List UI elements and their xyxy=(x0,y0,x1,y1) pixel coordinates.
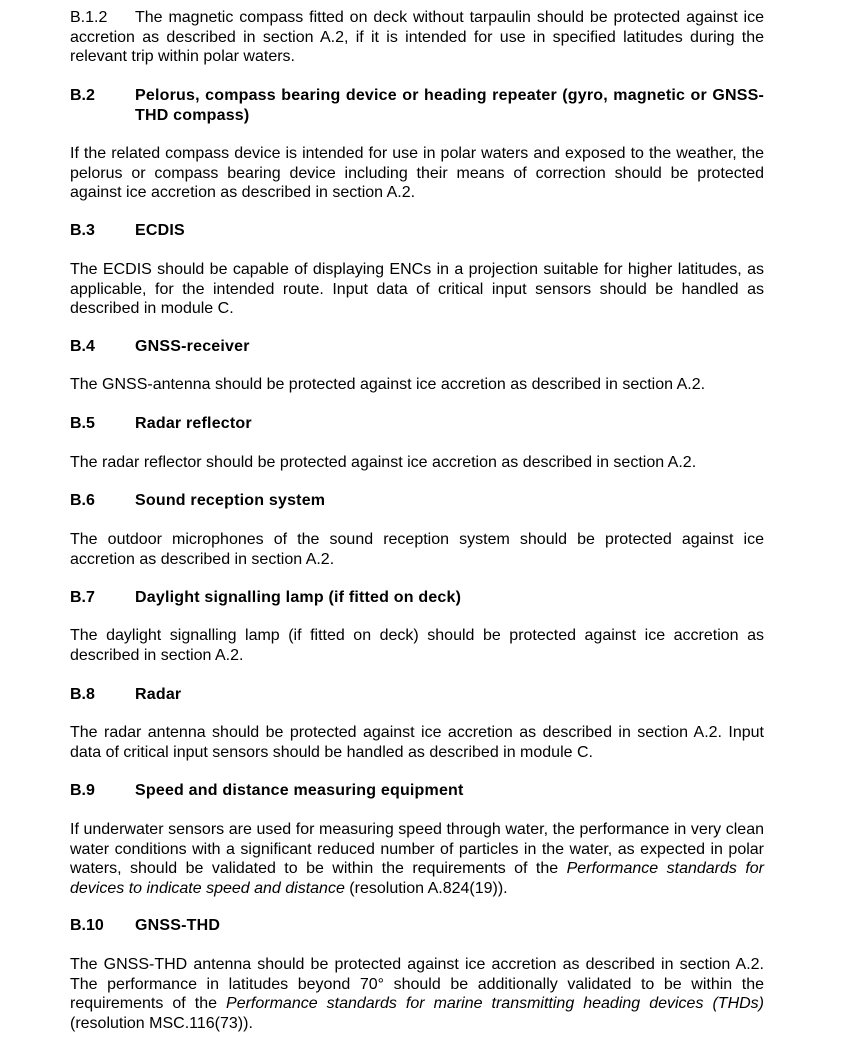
section-text-part: If underwater sensors are used for measuring speed through water, the performance in very clean water conditions with a significant reduced number of particles in the water, as expected in polar waters, should be validated to be within the requirements of the xyxy=(70,821,764,877)
section-body-b-7 xyxy=(70,626,764,665)
section-body-b-9 xyxy=(70,820,764,898)
section-number: B.10 xyxy=(70,917,104,934)
paragraph-number: B.1.2 xyxy=(70,9,108,26)
standard-title: Performance standards for devices to indicate speed and distance xyxy=(70,860,764,897)
section-heading-b-6 xyxy=(70,491,764,511)
section-body-b-6 xyxy=(70,530,764,569)
section-number: B.3 xyxy=(70,222,95,239)
section-text: The daylight signalling lamp (if fitted on deck) should be protected against ice accretion as described in section A.2. xyxy=(70,627,764,664)
section-heading-b-10 xyxy=(70,916,764,936)
standard-title: Performance standards for marine transmitting heading devices (THDs) xyxy=(226,995,765,1012)
section-number: B.6 xyxy=(70,492,95,509)
section-number: B.5 xyxy=(70,415,95,432)
section-heading-b-2 xyxy=(70,86,764,125)
section-heading-b-5 xyxy=(70,414,764,434)
section-text: The GNSS-antenna should be protected against ice accretion as described in section A.2. xyxy=(70,376,706,393)
section-body-b-4 xyxy=(70,375,764,395)
section-text: The radar antenna should be protected against ice accretion as described in section A.2. Input data of critical input sensors should be handled as described in module C. xyxy=(70,724,764,761)
paragraph-text: The magnetic compass fitted on deck without tarpaulin should be protected against ice accretion as described in section A.2, if it is intended for use in specified latitudes during the relevant trip within polar waters. xyxy=(70,9,764,65)
section-text xyxy=(70,955,764,1033)
section-title: GNSS-receiver xyxy=(135,338,250,355)
section-text: The radar reflector should be protected against ice accretion as described in section A.2. xyxy=(70,454,697,471)
section-body-b-10 xyxy=(70,955,764,1033)
section-number: B.8 xyxy=(70,686,95,703)
section-title: Pelorus, compass bearing device or heading repeater (gyro, magnetic or GNSS-THD compass) xyxy=(135,87,764,124)
section-text-part: (resolution MSC.116(73)). xyxy=(70,1014,253,1032)
section-heading-b-4 xyxy=(70,337,764,357)
section-heading-b-7 xyxy=(70,588,764,608)
section-title: Speed and distance measuring equipment xyxy=(135,782,464,799)
section-body-b-5 xyxy=(70,453,764,473)
section-text: If the related compass device is intended for use in polar waters and exposed to the weather, the pelorus or compass bearing device including their means of correction should be protected against ice accretion as described in section A.2. xyxy=(70,145,764,201)
section-text xyxy=(70,820,764,898)
section-text: The ECDIS should be capable of displaying ENCs in a projection suitable for higher latitudes, as applicable, for the intended route. Input data of critical input sensors should be handled as described in module C. xyxy=(70,261,764,317)
section-heading-b-9 xyxy=(70,781,764,801)
section-text: The outdoor microphones of the sound reception system should be protected against ice accretion as described in section A.2. xyxy=(70,531,764,568)
section-title: GNSS-THD xyxy=(135,917,221,934)
section-title: Radar reflector xyxy=(135,415,252,432)
section-title: ECDIS xyxy=(135,222,185,239)
section-heading-b-8 xyxy=(70,685,764,705)
paragraph-b-1-2 xyxy=(70,8,764,67)
section-title: Daylight signalling lamp (if fitted on deck) xyxy=(135,589,462,606)
section-number: B.2 xyxy=(70,87,95,104)
section-body-b-8 xyxy=(70,723,764,762)
section-title: Sound reception system xyxy=(135,492,326,509)
section-heading-b-3 xyxy=(70,221,764,241)
section-text-part: (resolution A.824(19)). xyxy=(344,879,508,897)
section-body-b-3 xyxy=(70,260,764,319)
section-text-part: The GNSS-THD antenna should be protected against ice accretion as described in section A.2. The performance in latitudes beyond 70° should be additionally validated to be within the requirements of the xyxy=(70,956,764,1012)
section-body-b-2 xyxy=(70,144,764,203)
section-number: B.4 xyxy=(70,338,95,355)
section-number: B.9 xyxy=(70,782,95,799)
section-title: Radar xyxy=(135,686,182,703)
section-number: B.7 xyxy=(70,589,95,606)
